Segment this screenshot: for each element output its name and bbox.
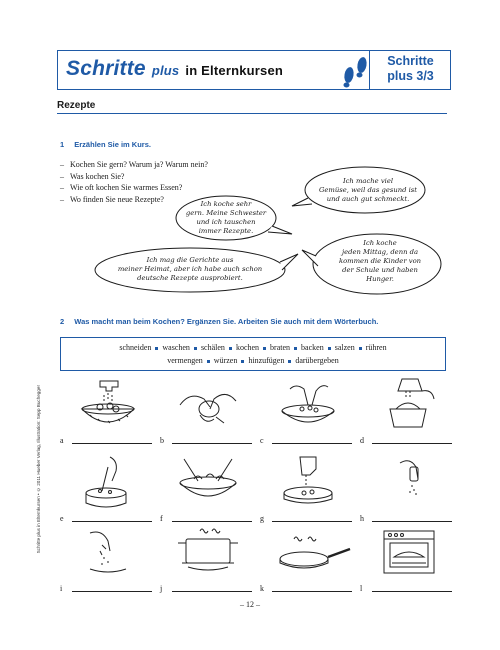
bubble1-line: gern. Meine Schwester <box>185 209 267 217</box>
word-item: kochen <box>235 343 260 352</box>
answer-line[interactable] <box>172 521 252 522</box>
bullet-icon <box>194 347 197 350</box>
answer-letter: h <box>360 514 364 523</box>
task1-number: 1 <box>60 140 65 149</box>
oven-icon <box>360 523 458 583</box>
word-item: waschen <box>162 343 190 352</box>
bullet-icon <box>328 347 331 350</box>
copyright-sidebar <box>36 385 48 610</box>
exercise-cell-e <box>60 453 158 523</box>
answer-letter: f <box>160 514 163 523</box>
answer-letter: c <box>260 436 264 445</box>
answer-letter: k <box>260 584 264 593</box>
question-item: – Wie oft kochen Sie warmes Essen? <box>60 182 208 194</box>
exercise-cell-c <box>260 375 358 445</box>
mixing-bowl-icon <box>260 375 358 435</box>
answer-line[interactable] <box>372 591 452 592</box>
bullet-icon <box>359 347 362 350</box>
exercise-cell-h <box>360 453 458 523</box>
peeling-hands-icon <box>160 375 258 435</box>
task2-heading <box>60 317 378 326</box>
exercise-cell-k <box>260 523 358 593</box>
answer-line[interactable] <box>172 443 252 444</box>
answer-letter: i <box>60 584 63 593</box>
bullet-icon <box>207 360 210 363</box>
washing-colander-icon <box>60 375 158 435</box>
question-item: – Wo finden Sie neue Rezepte? <box>60 194 208 206</box>
answer-line[interactable] <box>72 591 152 592</box>
bubble3-line: Ich mag die Gerichte aus <box>146 256 234 264</box>
bullet-icon <box>229 347 232 350</box>
bubble1-line: Ich koche sehr <box>200 200 252 208</box>
exercise-cell-a <box>60 375 158 445</box>
bubble1-line: immer Rezepte. <box>198 227 254 235</box>
word-item: rühren <box>365 343 387 352</box>
answer-line[interactable] <box>272 521 352 522</box>
bubble4-line: der Schule und haben <box>342 266 418 274</box>
answer-line[interactable] <box>372 443 452 444</box>
copyright-text: Schritte plus in Elternkursen • © 2011 Hueber Verlag, Illustration: Sepp Buchegger <box>36 385 41 554</box>
answer-line[interactable] <box>272 443 352 444</box>
answer-line[interactable] <box>172 591 252 592</box>
bubble4-line: Ich koche <box>363 239 397 247</box>
word-item: schälen <box>200 343 225 352</box>
exercise-cell-g <box>260 453 358 523</box>
exercise-cell-f <box>160 453 258 523</box>
word-item: hinzufügen <box>248 356 285 365</box>
bubble3-line: meiner Heimat, aber ich habe auch schon <box>117 265 263 273</box>
tossing-salad-icon <box>160 453 258 513</box>
bullet-icon <box>288 360 291 363</box>
speech-bubble-4 <box>302 234 441 294</box>
bubble4-line: jeden Mittag, denn da <box>341 248 419 256</box>
task1-title: Erzählen Sie im Kurs. <box>74 140 151 149</box>
bubble2-line: Gemüse, weil das gesund ist <box>318 186 418 194</box>
word-bank <box>60 337 446 371</box>
cooking-pot-icon <box>160 523 258 583</box>
bubble1-line: und ich tauschen <box>196 218 256 226</box>
pouring-sauce-icon <box>260 453 358 513</box>
bullet-icon <box>294 347 297 350</box>
word-item: vermengen <box>167 356 203 365</box>
speech-bubble-3 <box>95 248 298 292</box>
bubble2-line: und auch gut schmeckt. <box>326 195 410 203</box>
answer-letter: j <box>160 584 163 593</box>
word-item: backen <box>301 343 324 352</box>
stirring-pot-icon <box>60 453 158 513</box>
answer-letter: b <box>160 436 164 445</box>
brand-plus: plus <box>151 63 180 78</box>
word-bank-row1 <box>61 341 445 354</box>
section-title: Rezepte <box>57 100 96 111</box>
task2-title: Was macht man beim Kochen? Ergänzen Sie. Arbeiten Sie auch mit dem Wörterbuch. <box>74 317 379 326</box>
word-item: braten <box>270 343 291 352</box>
task2-number: 2 <box>60 317 65 326</box>
exercise-cell-i <box>60 523 158 593</box>
answer-line[interactable] <box>372 521 452 522</box>
page-number: – 12 – <box>240 600 260 609</box>
word-item: schneiden <box>119 343 152 352</box>
level-tag-line1: Schritte <box>387 54 434 68</box>
speech-bubble-1 <box>176 196 292 240</box>
word-item: salzen <box>334 343 355 352</box>
pouring-flour-icon <box>360 375 458 435</box>
word-bank-row2 <box>61 354 445 367</box>
answer-letter: l <box>360 584 363 593</box>
salt-shaker-icon <box>360 453 458 513</box>
seasoning-hand-icon <box>60 523 158 583</box>
answer-line[interactable] <box>72 443 152 444</box>
exercise-cell-d <box>360 375 458 445</box>
bubble4-line: kommen die Kinder von <box>338 257 422 265</box>
answer-line[interactable] <box>72 521 152 522</box>
question-item: – Kochen Sie gern? Warum ja? Warum nein? <box>60 159 208 171</box>
answer-letter: a <box>60 436 64 445</box>
question-item: – Was kochen Sie? <box>60 171 208 183</box>
bubble4-line: Hunger. <box>366 275 394 283</box>
header-subtitle: in Elternkursen <box>185 63 284 78</box>
word-item: darübergeben <box>295 356 339 365</box>
bullet-icon <box>241 360 244 363</box>
bubble3-line: deutsche Rezepte ausprobiert. <box>137 274 243 282</box>
bullet-icon <box>155 347 158 350</box>
exercise-cell-j <box>160 523 258 593</box>
brand-name: Schritte <box>66 57 146 80</box>
answer-letter: g <box>260 514 264 523</box>
exercise-cell-b <box>160 375 258 445</box>
frying-pan-icon <box>260 523 358 583</box>
bubble2-line: Ich mache viel <box>342 177 394 185</box>
answer-line[interactable] <box>272 591 352 592</box>
level-tag-line2: plus 3/3 <box>387 69 434 83</box>
bullet-icon <box>263 347 266 350</box>
exercise-cell-l <box>360 523 458 593</box>
word-item: würzen <box>213 356 238 365</box>
speech-bubble-2 <box>292 167 425 213</box>
answer-letter: e <box>60 514 64 523</box>
answer-letter: d <box>360 436 364 445</box>
